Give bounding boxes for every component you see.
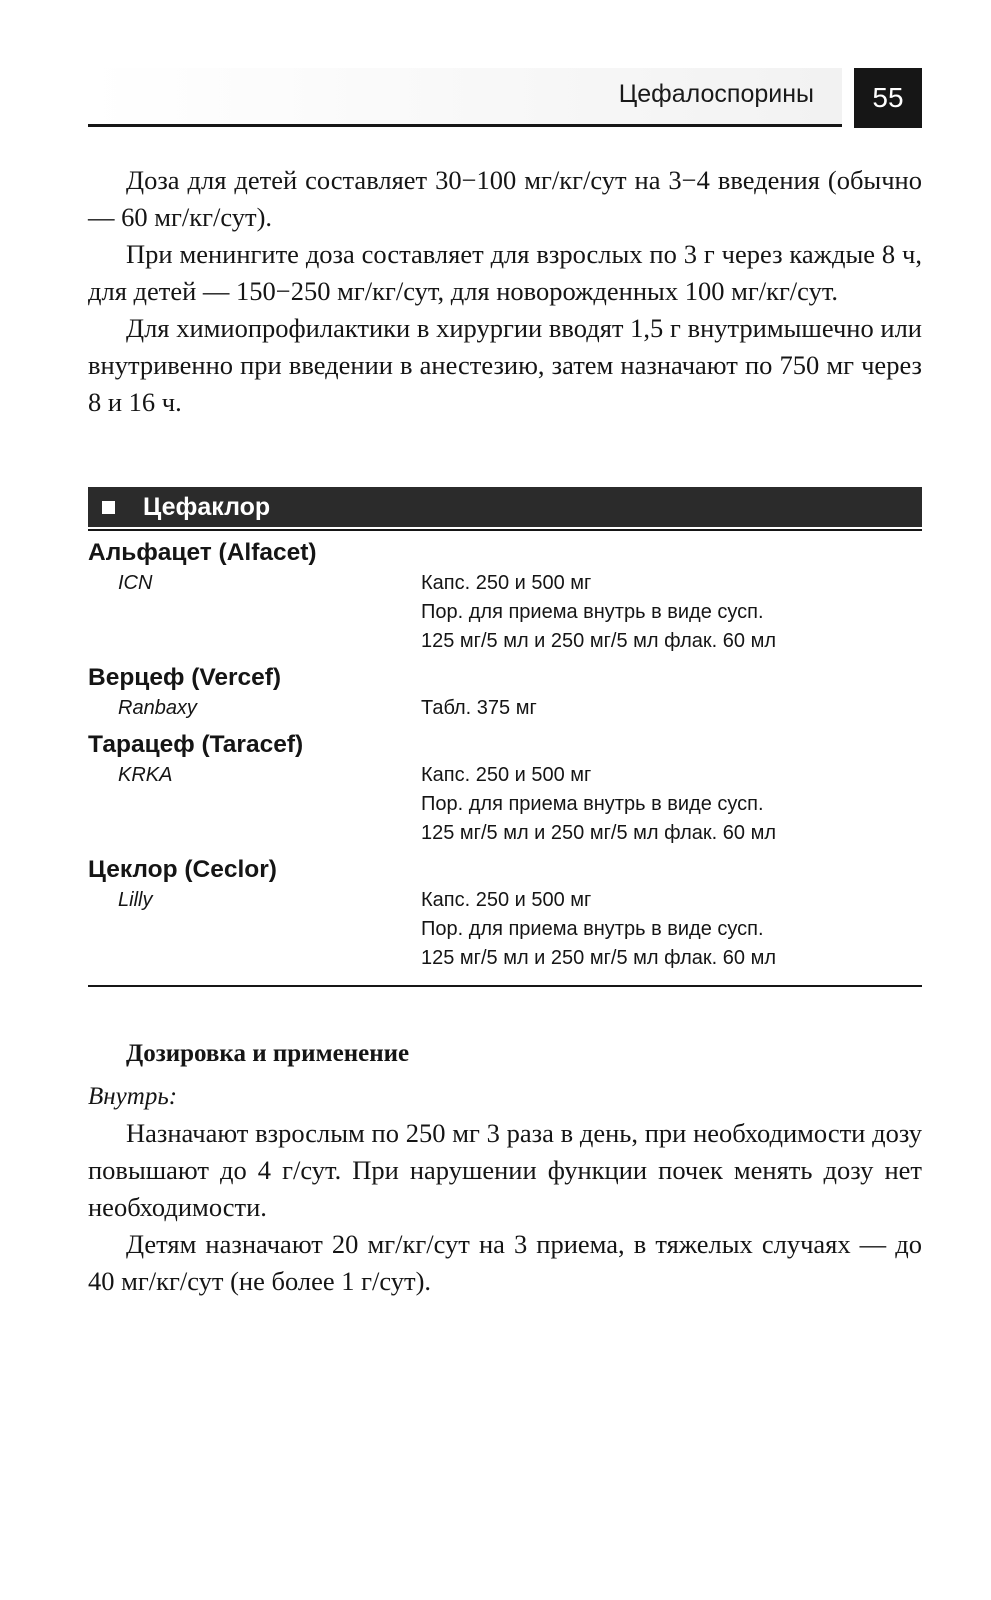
drug-entry [88,662,922,723]
paragraph: Детям назначают 20 мг/кг/сут на 3 приема, в тяжелых случаях — до 40 мг/кг/сут (не более 1 г/сут). [88,1229,922,1296]
drug-form: Капс. 250 и 500 мг [421,764,592,786]
drug-name: Тарацеф (Taracef) [88,731,304,758]
drug-row [88,694,922,723]
drug-form: Пор. для приема внутрь в виде сусп. [421,601,764,623]
administration-route: Внутрь: [88,1083,178,1110]
dosage-heading: Дозировка и применение [126,1040,410,1067]
dosage-text [88,1115,922,1300]
section-header [88,487,922,527]
book-page [88,68,922,1300]
drug-form: Пор. для приема внутрь в виде сусп. [421,793,764,815]
page-number: 55 [854,68,922,128]
drug-entry [88,729,922,848]
drug-name: Верцеф (Vercef) [88,664,282,691]
paragraph: Для химиопрофилактики в хирургии вводят 1,5 г внутримышечно или внутривенно при введении в анестезию, затем назначают по 750 мг через 8 и 16 ч. [88,313,922,417]
drug-name: Альфацет (Alfacet) [88,539,317,566]
drug-name: Цеклор (Ceclor) [88,856,277,883]
drug-form: Капс. 250 и 500 мг [421,572,592,594]
drug-form: 125 мг/5 мл и 250 мг/5 мл флак. 60 мл [421,630,776,652]
drug-forms [421,569,776,656]
drug-row [88,761,922,848]
paragraph: При менингите доза составляет для взрослых по 3 г через каждые 8 ч, для детей — 150−250 мг/кг/сут, для новорожденных 100 мг/кг/сут. [88,239,922,306]
drug-manufacturer: Ranbaxy [118,697,197,719]
drug-row [88,569,922,656]
drug-form: Капс. 250 и 500 мг [421,889,592,911]
drug-entry [88,854,922,973]
section-title: Цефаклор [143,492,271,521]
drug-manufacturer: ICN [118,572,153,594]
drug-forms [421,761,776,848]
drug-manufacturer: KRKA [118,764,173,786]
drug-form: Табл. 375 мг [421,697,537,719]
intro-text [88,162,922,421]
paragraph: Назначают взрослым по 250 мг 3 раза в день, при необходимости дозу повышают до 4 г/сут. При нарушении функции почек менять дозу нет необходимости. [88,1118,922,1222]
drug-forms [421,886,776,973]
drug-entry [88,537,922,656]
drug-form: Пор. для приема внутрь в виде сусп. [421,918,764,940]
drug-manufacturer: Lilly [118,889,153,911]
drug-form: 125 мг/5 мл и 250 мг/5 мл флак. 60 мл [421,947,776,969]
paragraph: Доза для детей составляет 30−100 мг/кг/сут на 3−4 введения (обычно — 60 мг/кг/сут). [88,165,922,232]
square-bullet-icon [102,501,115,514]
running-header [88,68,922,128]
drug-forms [421,694,537,723]
drug-list [88,531,922,987]
chapter-title: Цефалоспорины [618,80,814,108]
drug-row [88,886,922,973]
drug-form: 125 мг/5 мл и 250 мг/5 мл флак. 60 мл [421,822,776,844]
